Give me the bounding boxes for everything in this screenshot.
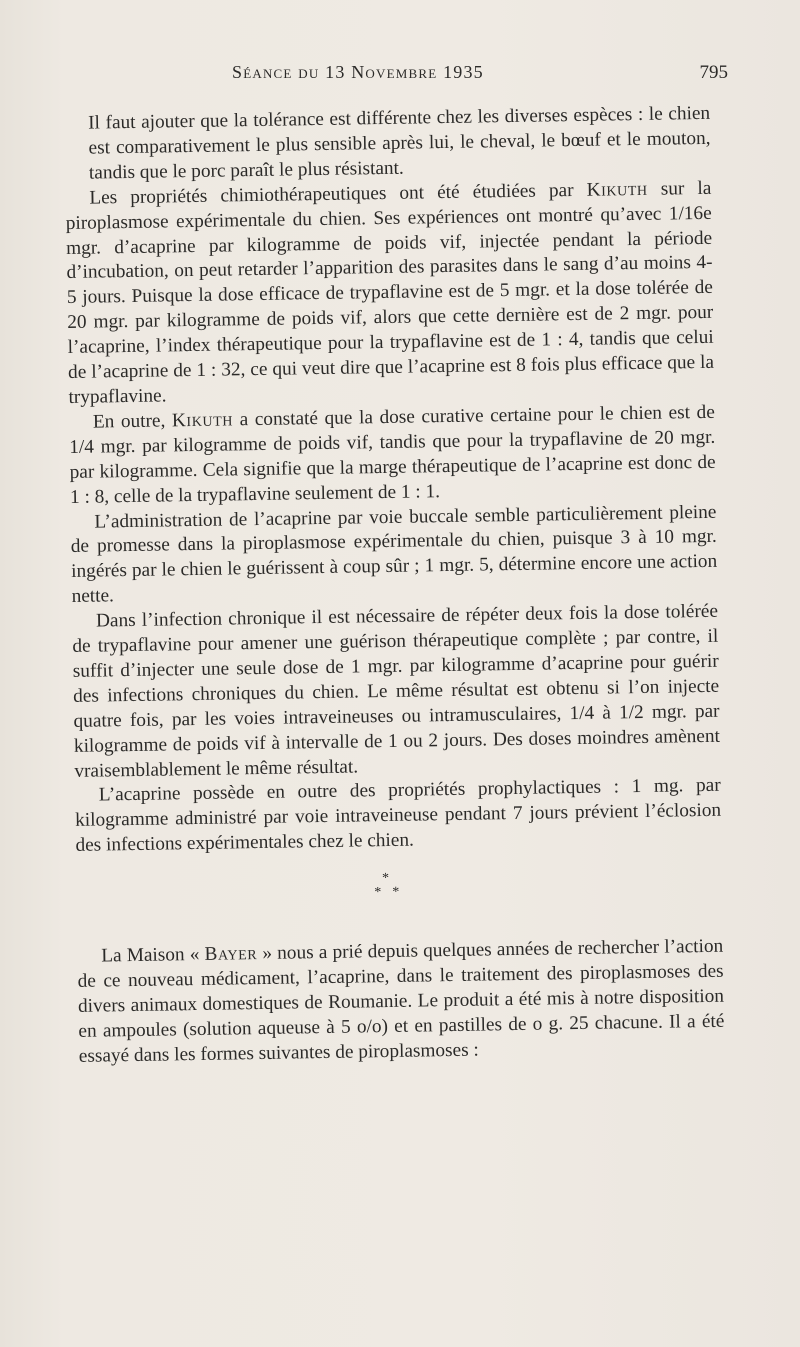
running-head: Séance du 13 Novembre 1935 [232, 62, 484, 82]
asterism-star: * [381, 871, 390, 887]
paragraph-tolerance: Il faut ajouter que la tolérance est différente chez les diverses espèces : le chien est comparativement le plus sensible après lui, le cheval, le bœuf et le mouton, tandis que le porc paraît le plus résistant. [88, 102, 711, 184]
paragraph-prophylactic-properties: L’acaprine possède en outre des propriétés prophylactiques : 1 mg. par kilogramme administré par voie intraveineuse pendant 7 jours prévient l’éclosion des infections expérimentales chez le chien. [74, 775, 722, 857]
paragraph-curative-dose [69, 401, 716, 511]
text-span: » nous a prié depuis quelques années de rechercher l’action de ce nouveau médicament, l’acaprine, dans le traitement des piroplasmoses des divers animaux domestiques de Roumanie. Le produit a été mis à notre disposition en ampoules (solution aqueuse à 5 o/o) et en pastilles de o g. 25 chacune. Il a été essayé dans les formes suivantes de piroplasmoses : [77, 935, 725, 1067]
paragraph-chronic-infection: Dans l’infection chronique il est nécessaire de répéter deux fois la dose tolérée de trypaflavine pour amener une guérison thérapeutique complète ; par contre, il suffit d’injecter une seule dose de 1 mgr. par kilogramme d’acaprine pour guérir des infections chroniques du chien. Le même résultat est obtenu si l’on injecte quatre fois, par les voies intraveineuses ou intramusculaires, 1/4 à 1/2 mgr. par kilogramme de poids vif à intervalle de 1 ou 2 jours. Des doses moindres amènent vraisemblablement le même résultat. [72, 600, 721, 782]
body-text [64, 102, 725, 1070]
page-header [82, 62, 728, 92]
asterism-star: * [374, 885, 382, 901]
paragraph-oral-administration: L’administration de l’acaprine par voie buccale semble particulièrement pleine de promesse dans la piroplasmose expérimentale du chien, puisque 3 à 10 mgr. ingérés par le chien le guérissent à coup sûr ; 1 mgr. 5, détermine encore une action nette. [70, 501, 718, 608]
text-span: En outre, [92, 410, 173, 433]
text-span: La Maison « [101, 944, 205, 967]
text-span: Les propriétés chimiothérapeutiques ont été étudiées par [89, 179, 587, 209]
paragraph-bayer-request [77, 935, 725, 1070]
author-name-kikuth: Kikuth [171, 409, 234, 432]
asterism-star: * [392, 885, 400, 901]
section-separator-asterism [76, 861, 723, 921]
page-number: 795 [699, 62, 728, 83]
text-span: a constaté que la dose curative certaine pour le chien est de 1/4 mgr. par kilogramme de poids vif, tandis que pour la trypaflavine de 20 mgr. par kilogramme. Cela signifie que la marge thérapeutique de l’acaprine est donc de 1 : 8, celle de la trypaflavine seulement de 1 : 1. [69, 401, 716, 508]
text-span: sur la piroplasmose expérimentale du chien. Ses expériences ont montré qu’avec 1/16e mgr. d’acaprine par kilogramme de poids vif, injectée pendant la période d’incubation, on peut retarder l’apparition des parasites dans le sang d’au moins 4-5 jours. Puisque la dose efficace de trypaflavine est de 5 mgr. et la dose tolérée de 20 mgr. par kilogramme de poids vif, alors que cette dernière est de 2 mgr. pour l’acaprine, l’index thérapeutique pour la trypaflavine est de 1 : 4, tandis que celui de l’acaprine de 1 : 32, ce qui veut dire que l’acaprine est 8 fois plus efficace que la trypaflavine. [65, 177, 715, 408]
author-name-kikuth: Kikuth [586, 178, 648, 201]
paragraph-chemotherapeutic-properties [65, 177, 714, 411]
company-name-bayer: Bayer [204, 943, 258, 966]
